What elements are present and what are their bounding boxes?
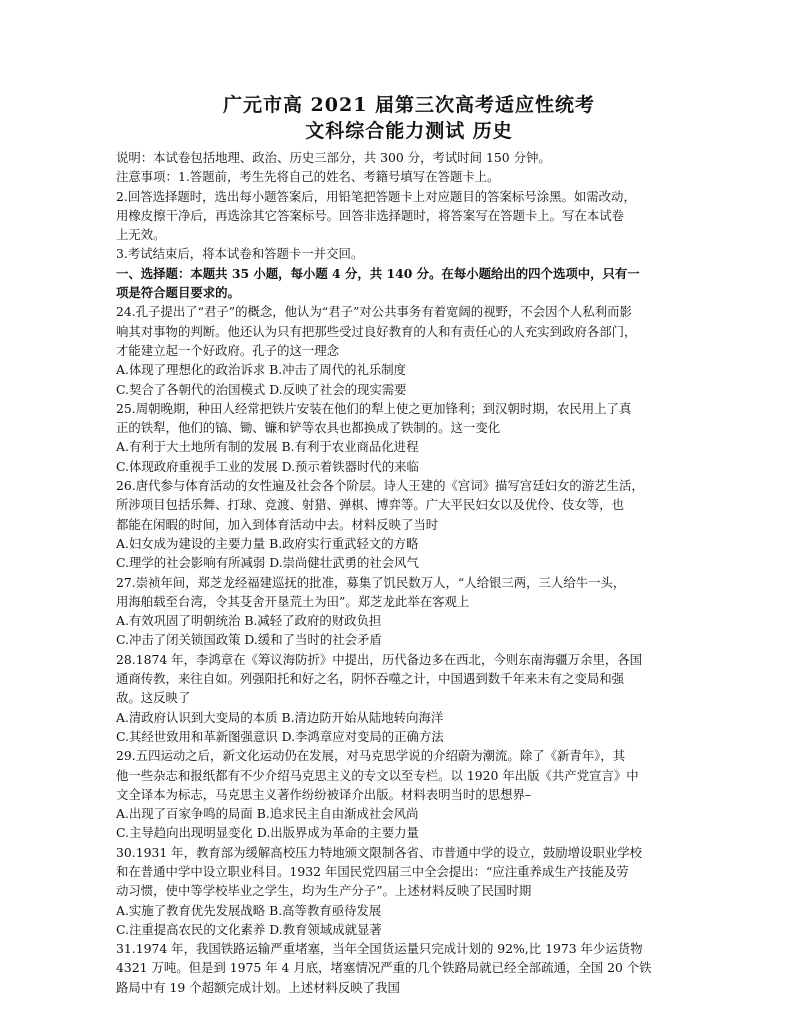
question-24-stem: 响其对事物的判断。他还认为只有把那些受过良好教育的人和有责任心的人充实到政府各部门， xyxy=(116,323,637,339)
section-heading: 项是符合题目要求的。 xyxy=(116,285,240,301)
question-24-options: C.契合了各朝代的治国模式 D.反映了社会的现实需要 xyxy=(116,381,407,397)
section-heading: 一、选择题：本题共 35 小题，每小题 4 分，共 140 分。在每小题给出的四个选项中，只有一 xyxy=(116,265,640,281)
question-26-stem: 26.唐代参与体育活动的女性遍及社会各个阶层。诗人王建的《宫词》描写宫廷妇女的游艺生活， xyxy=(116,478,644,494)
question-24-stem: 24.孔子提出了“君子”的概念，他认为“君子”对公共事务有着宽阔的视野，不会因个人私利而影 xyxy=(116,304,632,320)
question-31-stem: 4321 万吨。但是到 1975 年 4 月底，堵塞情况严重的几个铁路局就已经全部疏通，全国 20 个铁 xyxy=(116,960,652,976)
instruction-line: 用橡皮擦干净后，再选涂其它答案标号。回答非选择题时，将答案写在答题卡上。写在本试卷 xyxy=(116,207,625,223)
question-26-stem: 都能在闲暇的时间，加入到体育活动中去。材料反映了当时 xyxy=(116,516,439,532)
exam-content xyxy=(116,148,702,997)
question-30-stem: 动习惯，使中等学校毕业之学生，均为生产分子”。上述材料反映了民国时期 xyxy=(116,883,532,899)
question-28-stem: 28.1874 年，李鸿章在《筹议海防折》中提出，历代备边多在西北，今则东南海疆万余里，各国 xyxy=(116,651,643,667)
question-29-options: A.出现了百家争鸣的局面 B.追求民主自由渐成社会风尚 xyxy=(116,806,419,822)
question-24-options: A.体现了理想化的政治诉求 B.冲击了周代的礼乐制度 xyxy=(116,362,407,378)
question-24-stem: 才能建立起一个好政府。孔子的这一理念 xyxy=(116,342,340,358)
question-26-stem: 所涉项目包括乐舞、打球、竞渡、射猎、弹棋、博弈等。广大平民妇女以及优伶、伎女等，也 xyxy=(116,497,625,513)
question-27-options: A.有效巩固了明朝统治 B.减轻了政府的财政负担 xyxy=(116,613,382,629)
instruction-line: 2.回答选择题时，选出每小题答案后，用铅笔把答题卡上对应题目的答案标号涂黑。如需改动， xyxy=(116,188,636,204)
question-28-stem: 通商传教，来往自如。列强阳托和好之名，阴怀吞噬之计，中国遇到数千年来未有之变局和强 xyxy=(116,671,625,687)
question-30-options: A.实施了教育优先发展战略 B.高等教育亟待发展 xyxy=(116,902,382,918)
question-26-options: C.理学的社会影响有所减弱 D.崇尚健壮武勇的社会风气 xyxy=(116,555,419,571)
question-25-options: A.有利于大土地所有制的发展 B.有利于农业商品化进程 xyxy=(116,439,419,455)
question-28-stem: 敌。这反映了 xyxy=(116,690,191,706)
question-29-stem: 29.五四运动之后，新文化运动仍在发展，对马克思学说的介绍蔚为潮流。除了《新青年》，其 xyxy=(116,748,626,764)
question-25-options: C.体现政府重视手工业的发展 D.预示着铁器时代的来临 xyxy=(116,458,419,474)
exam-description: 说明：本试卷包括地理、政治、历史三部分，共 300 分，考试时间 150 分钟。 xyxy=(116,150,551,165)
instruction-line: 上无效。 xyxy=(116,227,166,243)
question-30-stem: 30.1931 年，教育部为缓解高校压力特地颁文限制各省、市普通中学的设立，鼓励增设职业学校 xyxy=(116,844,643,860)
question-27-stem: 27.崇祯年间，郑芝龙经福建巡抚的批准，募集了饥民数万人，“人给银三两，三人给牛一头， xyxy=(116,574,626,590)
question-25-stem: 25.周朝晚期，种田人经常把铁片安装在他们的犁上使之更加锋利；到汉朝时期，农民用上了真 xyxy=(116,400,632,416)
question-29-stem: 他一些杂志和报纸都有不少介绍马克思主义的专文以至专栏。以 1920 年出版《共产党宣言》中 xyxy=(116,767,639,783)
question-27-options: C.冲击了闭关锁国政策 D.缓和了当时的社会矛盾 xyxy=(116,632,382,648)
question-25-stem: 正的铁犁，他们的镐、锄、镰和铲等农具也都换成了铁制的。这一变化 xyxy=(116,420,501,436)
question-31-stem: 路局中有 19 个超额完成计划。上述材料反映了我国 xyxy=(116,979,400,995)
instruction-line: 注意事项：1.答题前，考生先将自己的姓名、考籍号填写在答题卡上。 xyxy=(116,169,500,185)
question-30-options: C.注重提高农民的文化素养 D.教育领域成就显著 xyxy=(116,921,382,937)
question-28-options: C.其经世致用和革新图强意识 D.李鸿章应对变局的正确方法 xyxy=(116,728,444,744)
question-27-stem: 用海舶载至台湾，令其芟舍开垦荒土为田”。郑芝龙此举在客观上 xyxy=(116,593,470,609)
question-29-options: C.主导趋向出现明显变化 D.出版界成为革命的主要力量 xyxy=(116,825,419,841)
question-30-stem: 和在普通中学中设立职业科目。1932 年国民党四届三中全会提出：“应注重养成生产技能及劳 xyxy=(116,863,629,879)
exam-title: 广元市高 2021 届第三次高考适应性统考 xyxy=(222,94,596,116)
question-29-stem: 文全译本为标志，马克思主义著作纷纷被译介出版。材料表明当时的思想界– xyxy=(116,786,532,802)
exam-subtitle: 文科综合能力测试 历史 xyxy=(305,120,513,142)
instruction-line: 3.考试结束后，将本试卷和答题卡一并交回。 xyxy=(116,246,364,262)
question-26-options: A.妇女成为建设的主要力量 B.政府实行重武轻文的方略 xyxy=(116,535,419,551)
question-31-stem: 31.1974 年，我国铁路运输严重堵塞，当年全国货运量只完成计划的 92%,比 1973 年少运货物 xyxy=(116,941,643,957)
question-28-options: A.清政府认识到大变局的本质 B.清边防开始从陆地转向海洋 xyxy=(116,709,444,725)
